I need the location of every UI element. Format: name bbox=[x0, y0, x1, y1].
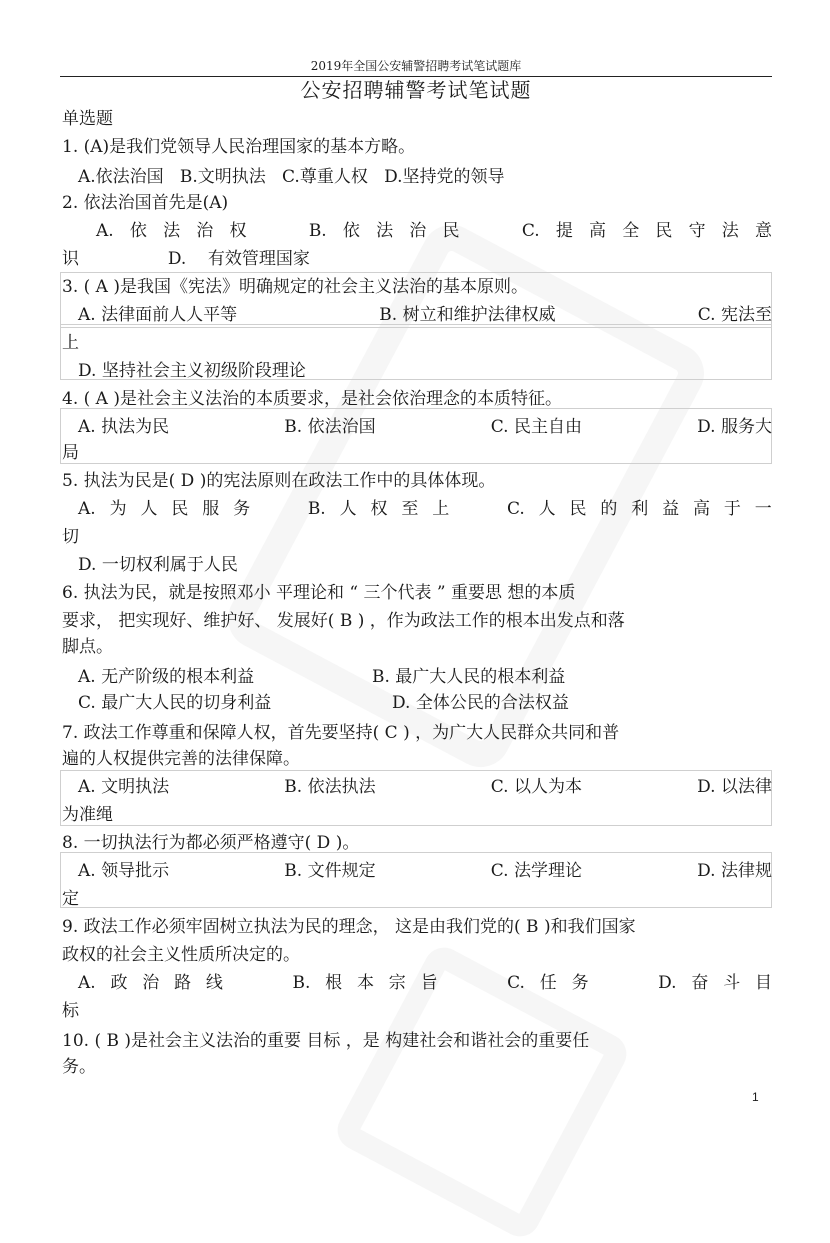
option: B. 最广大人民的根本利益 bbox=[372, 667, 566, 687]
option-char: 利 bbox=[631, 499, 649, 519]
option-char: 路 bbox=[174, 973, 192, 993]
option: A. 法律面前人人平等 bbox=[78, 305, 238, 325]
option: D. 服务大 bbox=[697, 417, 772, 437]
option-char: 民 bbox=[655, 221, 673, 241]
option: C. 法学理论 bbox=[490, 861, 582, 881]
question-stem: 10. ( B )是社会主义法治的重要 目标 ，是 构建社会和谐社会的重要任 bbox=[62, 1031, 590, 1051]
option-wrap: 定 bbox=[62, 889, 79, 909]
option-char: 人 bbox=[538, 499, 556, 519]
option: C. 以人为本 bbox=[490, 777, 582, 797]
question-stem: 8. 一切执法行为都必须严格遵守( D )。 bbox=[62, 833, 360, 853]
option-char: 治 bbox=[196, 221, 214, 241]
option-char: 于 bbox=[723, 499, 741, 519]
option: B.文明执法 bbox=[179, 167, 266, 187]
option-char: 提 bbox=[555, 221, 573, 241]
option: C. 宪法至 bbox=[697, 305, 772, 325]
option: C. bbox=[507, 973, 525, 993]
option: D. 一切权利属于人民 bbox=[78, 555, 238, 575]
option-char: 民 bbox=[442, 221, 460, 241]
option-char: 法 bbox=[163, 221, 181, 241]
option-wrap: 上 bbox=[62, 333, 79, 353]
option-char: 法 bbox=[721, 221, 739, 241]
option-char: 务 bbox=[233, 499, 251, 519]
option-char: 益 bbox=[662, 499, 680, 519]
option-char: 根 bbox=[325, 973, 343, 993]
question-stem: 5. 执法为民是( D )的宪法原则在政法工作中的具体体现。 bbox=[62, 471, 496, 491]
option-char: 政 bbox=[110, 973, 128, 993]
option: B. bbox=[292, 973, 311, 993]
option-char: 民 bbox=[569, 499, 587, 519]
option-char: 全 bbox=[622, 221, 640, 241]
option: A.依法治国 bbox=[78, 167, 164, 187]
option-char: 为 bbox=[109, 499, 127, 519]
option: A. 领导批示 bbox=[78, 861, 170, 881]
option-char: 上 bbox=[432, 499, 450, 519]
option-row bbox=[78, 414, 772, 440]
question-stem: 6. 执法为民，就是按照邓小 平理论和 “ 三个代表 ” 重要思 想的本质 bbox=[62, 583, 576, 603]
option: B. 依法执法 bbox=[284, 777, 376, 797]
option-char: 任 bbox=[539, 973, 557, 993]
option-row bbox=[78, 496, 772, 522]
page-number: 1 bbox=[752, 1090, 759, 1104]
section-label: 单选题 bbox=[62, 109, 113, 129]
option: D. bbox=[167, 249, 187, 269]
option-char: 高 bbox=[693, 499, 711, 519]
option-char: 宗 bbox=[388, 973, 406, 993]
option-wrap: 局 bbox=[62, 443, 79, 463]
option-wrap: 切 bbox=[62, 527, 79, 547]
option: B. bbox=[308, 221, 327, 241]
option-char: 斗 bbox=[723, 973, 741, 993]
option-row bbox=[78, 664, 772, 690]
option-char: 依 bbox=[342, 221, 360, 241]
option: C. 民主自由 bbox=[490, 417, 582, 437]
option-row bbox=[78, 970, 772, 996]
question-stem: 脚点。 bbox=[62, 637, 113, 657]
option-char: 至 bbox=[401, 499, 419, 519]
option-row bbox=[78, 690, 772, 716]
option: A. 无产阶级的根本利益 bbox=[78, 667, 255, 687]
option-char: 本 bbox=[356, 973, 374, 993]
option: D. 法律规 bbox=[697, 861, 772, 881]
option-char: 务 bbox=[571, 973, 589, 993]
option: D.坚持党的领导 bbox=[384, 167, 505, 187]
option: B. 树立和维护法律权威 bbox=[379, 305, 556, 325]
option-char: 权 bbox=[229, 221, 247, 241]
option-char: 权 bbox=[370, 499, 388, 519]
option: A. bbox=[78, 499, 96, 519]
option: D. bbox=[658, 973, 677, 993]
option: A. bbox=[78, 973, 96, 993]
option: B. 依法治国 bbox=[284, 417, 376, 437]
option-char: 旨 bbox=[420, 973, 438, 993]
option-char: 高 bbox=[589, 221, 607, 241]
option-row bbox=[78, 164, 598, 190]
question-stem: 1. (A)是我们党领导人民治理国家的基本方略。 bbox=[62, 137, 416, 157]
page-title: 公安招聘辅警考试笔试题 bbox=[300, 78, 532, 102]
option-row bbox=[78, 302, 772, 328]
option-char: 线 bbox=[205, 973, 223, 993]
option: A. bbox=[96, 221, 114, 241]
option-char: 目 bbox=[754, 973, 772, 993]
option-char: 治 bbox=[409, 221, 427, 241]
question-stem: 3. ( A )是我国《宪法》明确规定的社会主义法治的基本原则。 bbox=[62, 277, 528, 297]
option-row bbox=[78, 774, 772, 800]
option-char: 意 bbox=[754, 221, 772, 241]
option: D. 全体公民的合法权益 bbox=[392, 693, 569, 713]
option-wrap: 为准绳 bbox=[62, 805, 113, 825]
option: 有效管理国家 bbox=[207, 249, 310, 269]
option: C. bbox=[506, 499, 525, 519]
option-char: 的 bbox=[600, 499, 618, 519]
option-char: 人 bbox=[339, 499, 357, 519]
option-char: 依 bbox=[129, 221, 147, 241]
option: B. 文件规定 bbox=[284, 861, 376, 881]
question-stem: 4. ( A )是社会主义法治的本质要求，是社会依治理念的本质特征。 bbox=[62, 389, 562, 409]
option-row bbox=[78, 858, 772, 884]
option-char: 民 bbox=[171, 499, 189, 519]
option: C. 最广大人民的切身利益 bbox=[78, 693, 272, 713]
question-stem: 政权的社会主义性质所决定的。 bbox=[62, 945, 300, 965]
option: C.尊重人权 bbox=[282, 167, 368, 187]
option-char: 服 bbox=[202, 499, 220, 519]
option: B. bbox=[307, 499, 326, 519]
option: D. 坚持社会主义初级阶段理论 bbox=[78, 361, 306, 381]
option: A. 文明执法 bbox=[78, 777, 170, 797]
question-stem: 7. 政法工作尊重和保障人权，首先要坚持( C ) ，为广大人民群众共同和普 bbox=[62, 723, 620, 743]
wrap-char: 识 bbox=[62, 249, 79, 269]
question-stem: 务。 bbox=[62, 1057, 96, 1077]
option-char: 治 bbox=[142, 973, 160, 993]
running-header: 2019年全国公安辅警招聘考试笔试题库 bbox=[310, 59, 522, 73]
option: C. bbox=[521, 221, 540, 241]
option-char: 一 bbox=[754, 499, 772, 519]
option-char: 法 bbox=[376, 221, 394, 241]
option-wrap: 标 bbox=[62, 1001, 79, 1021]
option-char: 人 bbox=[140, 499, 158, 519]
option-char: 守 bbox=[688, 221, 706, 241]
option-wrap bbox=[62, 246, 772, 272]
option-row bbox=[96, 218, 772, 244]
question-stem: 要求， 把实现好、维护好、 发展好( B ) ，作为政法工作的根本出发点和落 bbox=[62, 611, 625, 631]
option: D. 以法律 bbox=[697, 777, 772, 797]
option-char: 奋 bbox=[691, 973, 709, 993]
question-stem: 遍的人权提供完善的法律保障。 bbox=[62, 749, 300, 769]
question-stem: 9. 政法工作必须牢固树立执法为民的理念， 这是由我们党的( B )和我们国家 bbox=[62, 917, 636, 937]
question-stem: 2. 依法治国首先是(A) bbox=[62, 193, 229, 213]
option: A. 执法为民 bbox=[78, 417, 170, 437]
